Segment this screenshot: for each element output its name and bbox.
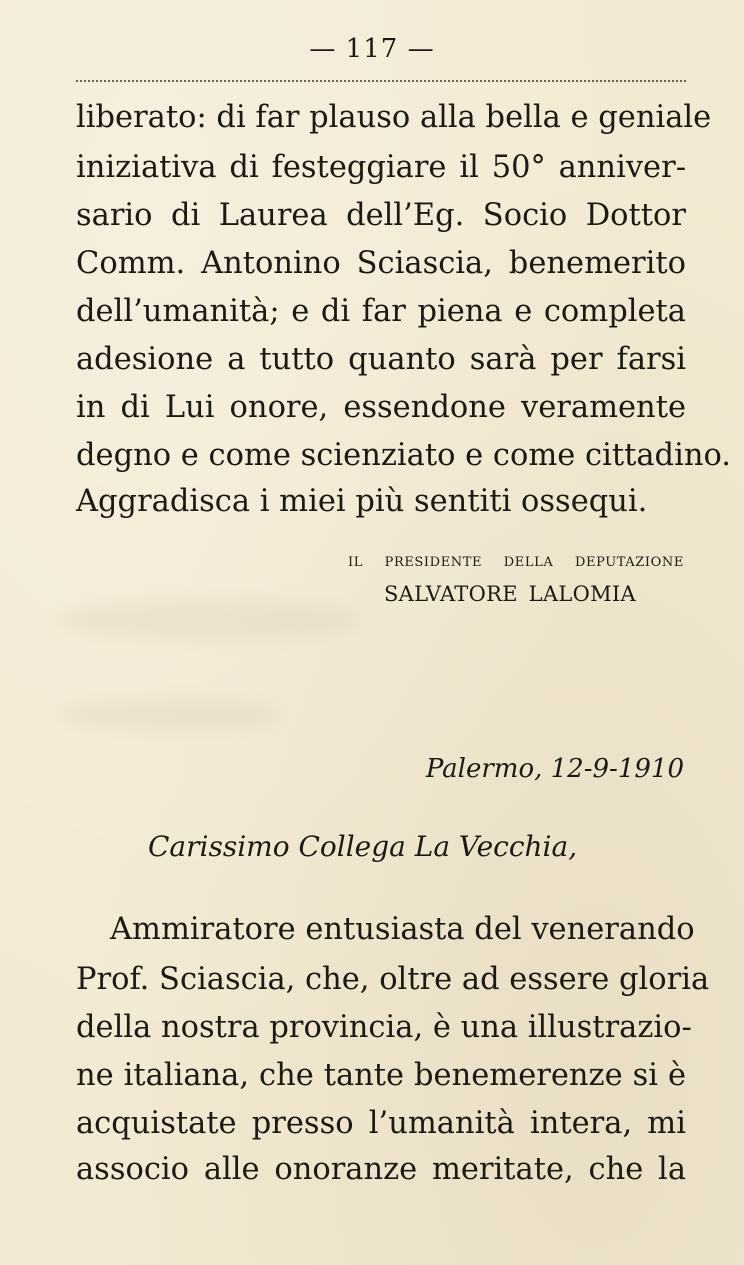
signature-name: SALVATORE LALOMIA — [384, 582, 636, 606]
paragraph-line: Aggradisca i miei più sentiti ossequi. — [76, 484, 648, 519]
page-number: — 117 — — [309, 34, 435, 64]
letter-line: Prof. Sciascia, che, oltre ad essere gloria — [76, 962, 710, 997]
paragraph-line: Comm. Antonino Sciascia, benemerito — [76, 246, 686, 281]
paper-stain — [60, 700, 280, 730]
letter-line: ne italiana, che tante benemerenze si è — [76, 1058, 686, 1093]
letter-salutation: Carissimo Collega La Vecchia, — [148, 830, 578, 863]
signature-title: IL PRESIDENTE DELLA DEPUTAZIONE — [348, 555, 684, 570]
paragraph-line: adesione a tutto quanto sarà per farsi — [76, 342, 686, 377]
paragraph-line: iniziativa di festeggiare il 50° anniver- — [76, 150, 686, 185]
letter-date: Palermo, 12-9-1910 — [425, 754, 684, 784]
paragraph-line: dell’umanità; e di far piena e completa — [76, 294, 686, 329]
paragraph-line: sario di Laurea dell’Eg. Socio Dottor — [76, 198, 686, 233]
paragraph-line: degno e come scienziato e come cittadino. — [76, 438, 731, 473]
letter-line: associo alle onoranze meritate, che la — [76, 1152, 686, 1187]
paper-stain — [60, 600, 360, 640]
letter-line: Ammiratore entusiasta del venerando — [110, 912, 695, 947]
header-dotted-rule — [76, 80, 686, 82]
paragraph-line: liberato: di far plauso alla bella e geniale — [76, 100, 712, 135]
paragraph-line: in di Lui onore, essendone veramente — [76, 390, 686, 425]
letter-line: acquistate presso l’umanità intera, mi — [76, 1106, 686, 1141]
letter-line: della nostra provincia, è una illustrazio- — [76, 1010, 692, 1045]
